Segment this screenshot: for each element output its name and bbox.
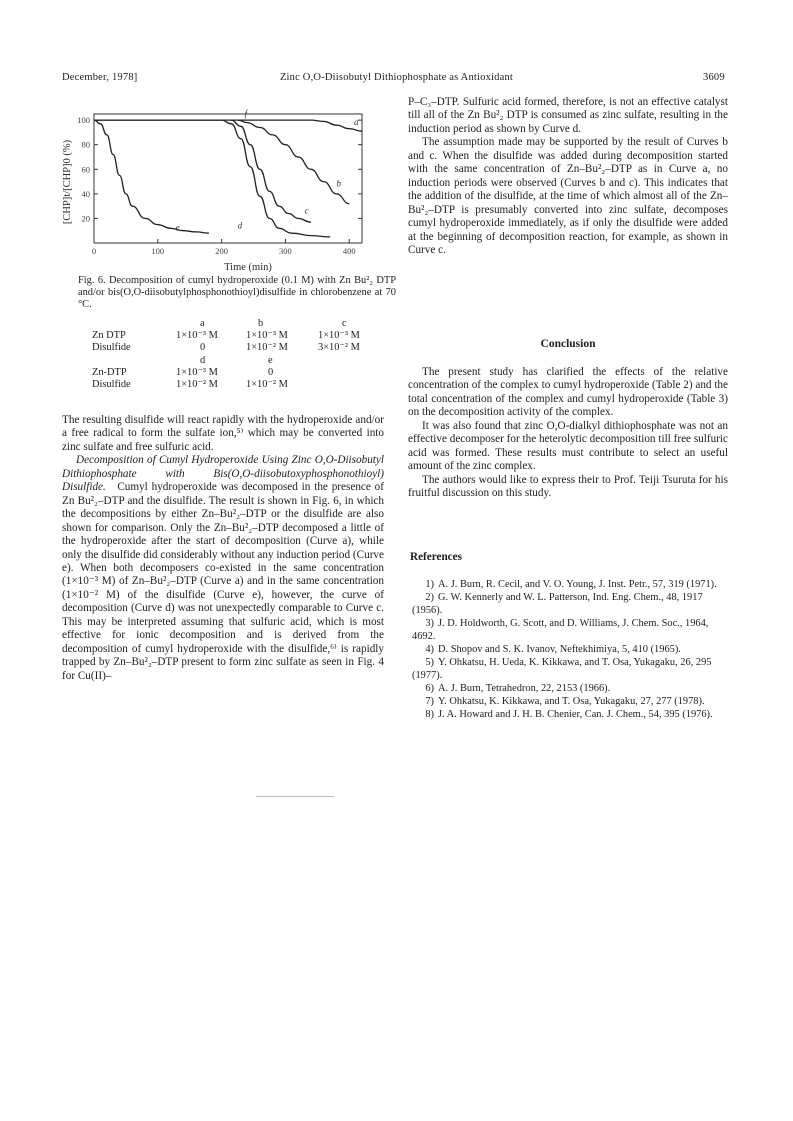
y-tick-label: 100 xyxy=(77,115,90,126)
curve-label-a: a xyxy=(354,117,359,128)
reference-item xyxy=(412,643,728,656)
table-cell: 1×10⁻³ M xyxy=(176,330,218,342)
reference-number: 2) xyxy=(425,592,434,603)
series-line-e xyxy=(94,120,209,233)
paragraph: It was also found that zinc O,O-dialkyl dithiophosphate was not an effective decomposer for the heterolytic decomposition till free sulfuric acid was formed. These results must contribute to select an useful amount of the zinc complex. xyxy=(408,419,728,473)
reference-number: 4) xyxy=(425,644,434,655)
x-axis-label: Time (min) xyxy=(224,262,272,273)
table-row xyxy=(92,355,392,367)
table-row xyxy=(92,330,392,342)
paragraph: The present study has clarified the effects of the relative concentration of the complex to cumyl hydroperoxide (Table 2) and the total concentration of the complex and cumyl hydroperoxide (Table 3) on the decomposition activity of the complex. xyxy=(408,366,728,419)
series-line-b xyxy=(238,120,350,204)
table-cell: Disulfide xyxy=(92,378,131,390)
figure-conditions-table xyxy=(92,318,392,391)
reference-number: 3) xyxy=(425,618,434,629)
paragraph: P–C₃–DTP. Sulfuric acid formed, therefore, is not an effective catalyst till all of the Zn Bu²₂ DTP is consumed as zinc sulfate, resulting in the induction period as shown by Curve d. xyxy=(408,96,728,135)
table-row xyxy=(92,379,392,391)
reference-text: Y. Ohkatsu, K. Kikkawa, and T. Osa, Yukagaku, 27, 277 (1978). xyxy=(438,696,705,707)
x-tick-label: 400 xyxy=(342,246,356,256)
table-cell: e xyxy=(268,354,273,366)
table-cell: 3×10⁻² M xyxy=(318,342,360,354)
left-column-text xyxy=(62,414,384,683)
curve-label-b: b xyxy=(336,178,341,189)
table-cell: 1×10⁻² M xyxy=(246,342,288,354)
y-tick-label: 60 xyxy=(81,164,90,175)
series-line-d xyxy=(94,120,330,237)
figure-6-chart xyxy=(58,100,380,276)
table-cell: d xyxy=(200,354,206,366)
page-number: 3609 xyxy=(703,72,725,83)
conclusion-text xyxy=(408,366,728,501)
column-end-rule xyxy=(256,796,334,797)
series-line-c xyxy=(231,120,311,222)
reference-number: 5) xyxy=(425,657,434,668)
running-header-title: Zinc O,O-Diisobutyl Dithiophosphate as Antioxidant xyxy=(279,72,514,83)
y-axis-label: [CHP]t/[CHP]0 (%) xyxy=(62,139,73,225)
x-tick-label: 0 xyxy=(91,246,97,256)
paragraph: The resulting disulfide will react rapidly with the hydroperoxide and/or a free radical to form the sulfate ion,⁵⁾ which may be converted into zinc sulfate and free sulfuric acid. xyxy=(62,414,384,453)
reference-text: G. W. Kennerly and W. L. Patterson, Ind. Eng. Chem., 48, 1917 (1956). xyxy=(412,592,703,616)
reference-text: D. Shopov and S. K. Ivanov, Neftekhimiya, 5, 410 (1965). xyxy=(438,644,681,655)
x-tick-label: 300 xyxy=(279,246,292,256)
table-cell: 1×10⁻³ M xyxy=(318,330,360,342)
table-cell: 1×10⁻³ M xyxy=(246,330,288,342)
reference-item xyxy=(412,591,728,617)
figure-caption: Fig. 6. Decomposition of cumyl hydroperoxide (0.1 M) with Zn Bu²₂ DTP and/or bis(O,O-diisobutylphosphonothioyl)disulfide in chlorobenzene at 70 °C. xyxy=(78,275,396,311)
paragraph-body: Cumyl hydroperoxide was decomposed in the presence of Zn Bu²₂–DTP and the disulfide. The result is shown in Fig. 6, in which the decompositions by either Zn–Bu²₂–DTP or the disulfide are also shown for comparison. Only the Zn–Bu²₂–DTP decomposed a little of the hydroperoxide after the start of decomposition (Curve a), while only the disulfide did considerably without any induction period (Curve e). When both decomposers co-existed in the same concentration (1×10⁻³ M) of Zn–Bu²₂–DTP (Curve a) and in the same concentration (1×10⁻² M) of the disulfide (Curve e), however, the curve of decomposition (Curve d) was not unexpectedly comparable to Curve c. This may be interpreted assuming that sulfuric acid, which is most effective for ionic decomposition and is derived from the decomposition of cumyl hydroperoxide with the disulfide,⁶⁾ is rapidly trapped by Zn–Bu²₂–DTP present to form zinc sulfate as seen in Fig. 4 for Cu(II)– xyxy=(62,481,384,682)
right-column-text xyxy=(408,96,728,257)
table-cell: 1×10⁻³ M xyxy=(176,366,218,378)
curve-label-d: d xyxy=(237,220,243,231)
reference-number: 1) xyxy=(425,579,434,590)
table-cell: 1×10⁻² M xyxy=(246,378,288,390)
table-row xyxy=(92,318,392,330)
running-header-left: December, 1978] xyxy=(62,72,138,83)
table-row xyxy=(92,367,392,379)
reference-item xyxy=(412,708,728,721)
table-row xyxy=(92,342,392,354)
x-tick-label: 100 xyxy=(151,246,165,256)
reference-item xyxy=(412,695,728,708)
table-cell: 0 xyxy=(268,366,274,378)
reference-item xyxy=(412,656,728,682)
subsection-title: Decomposition of Cumyl Hydroperoxide Using Zinc O,O-Diisobutyl Dithiophosphate with Bis(O,O-diisobutoxyphosphonothioyl) Disulfide. xyxy=(62,454,384,494)
reference-item xyxy=(412,617,728,643)
reference-item xyxy=(412,578,728,591)
paragraph xyxy=(62,454,384,683)
plot-frame xyxy=(94,114,362,243)
paragraph: The authors would like to express their to Prof. Teiji Tsuruta for his fruitful discussion on this study. xyxy=(408,473,728,500)
table-cell: Disulfide xyxy=(92,342,131,354)
reference-text: J. A. Howard and J. H. B. Chenier, Can. J. Chem., 54, 395 (1976). xyxy=(438,709,713,720)
table-cell: 1×10⁻² M xyxy=(176,378,218,390)
reference-item xyxy=(412,682,728,695)
y-tick-label: 40 xyxy=(81,188,90,199)
y-tick-label: 80 xyxy=(81,139,90,150)
reference-text: A. J. Burn, R. Cecil, and V. O. Young, J. Inst. Petr., 57, 319 (1971). xyxy=(438,579,717,590)
table-cell: Zn DTP xyxy=(92,330,126,342)
curve-label-e: e xyxy=(175,222,180,233)
reference-number: 8) xyxy=(425,709,434,720)
curve-label-c: c xyxy=(304,205,309,216)
references-list xyxy=(412,578,728,721)
reference-text: Y. Ohkatsu, H. Ueda, K. Kikkawa, and T. Osa, Yukagaku, 26, 295 (1977). xyxy=(412,657,712,681)
x-tick-label: 200 xyxy=(215,246,228,256)
y-tick-label: 20 xyxy=(81,213,90,224)
reference-number: 6) xyxy=(425,683,434,694)
paragraph: The assumption made may be supported by the result of Curves b and c. When the disulfide was added during decomposition started with the same concentration of Zn–Bu²₂–DTP as in Curve a, no induction periods were observed (Curves b and c). This indicates that the addition of the disulfide, at the time of which almost all of the Zn–Bu²₂–DTP is presumably converted into zinc sulfate, decomposes cumyl hydroperoxide immediately, as if only the disulfide were added at the beginning of decomposition reaction, for example, as shown in Curve c. xyxy=(408,136,728,256)
table-cell: b xyxy=(258,318,264,329)
references-heading: References xyxy=(410,551,462,563)
table-cell: c xyxy=(342,318,347,329)
table-cell: a xyxy=(200,318,205,329)
conclusion-heading: Conclusion xyxy=(540,338,596,350)
series-line-a xyxy=(94,120,362,131)
reference-text: A. J. Burn, Tetrahedron, 22, 2153 (1966). xyxy=(438,683,611,694)
reference-text: J. D. Holdworth, G. Scott, and D. Williams, J. Chem. Soc., 1964, 4692. xyxy=(412,618,709,642)
curve-label-f: f xyxy=(244,108,248,119)
reference-number: 7) xyxy=(425,696,434,707)
table-cell: 0 xyxy=(200,342,206,354)
table-cell: Zn-DTP xyxy=(92,366,127,378)
